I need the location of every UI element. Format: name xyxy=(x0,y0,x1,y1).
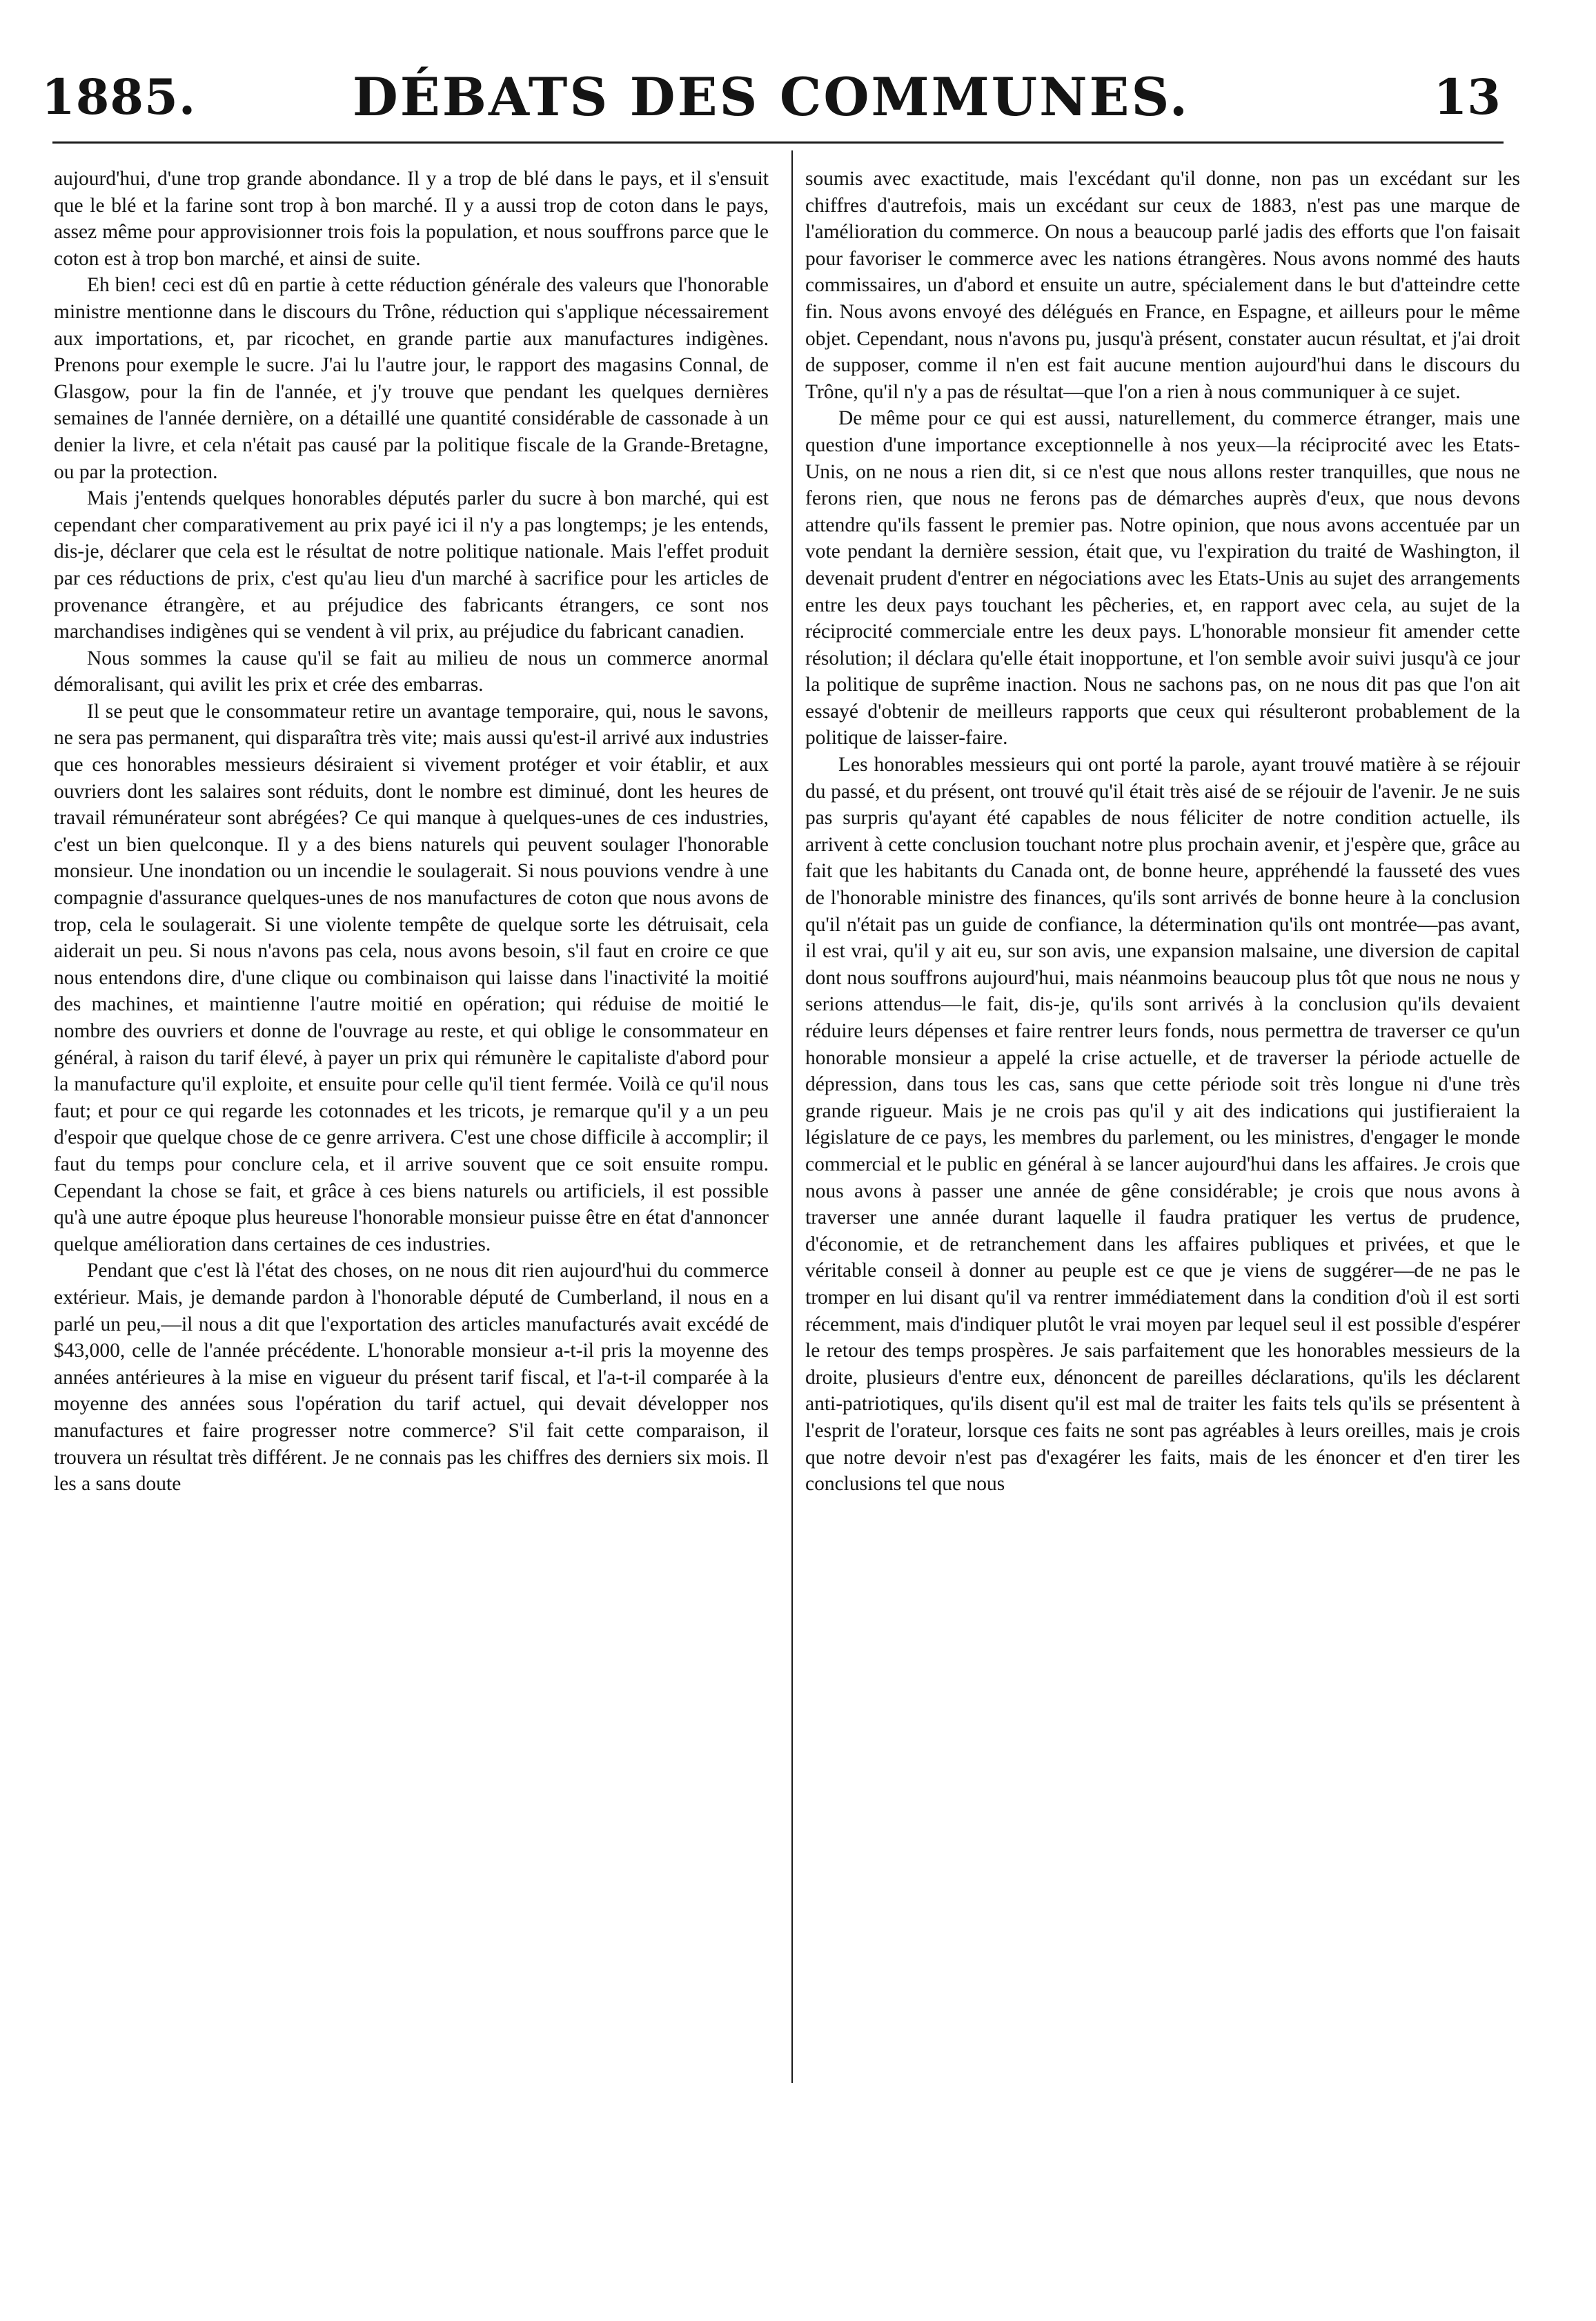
page-number: 13 xyxy=(1433,68,1501,126)
paragraph: Il se peut que le consommateur retire un avantage temporaire, qui, nous le savons, ne sera pas permanent, qui disparaîtra très vite; mais aussi qu'est-il arrivé aux industries que ces honorables messieurs désiraient si vivement protéger et voir établir, et aux ouvriers dont les salaires sont réduits, dont le nombre est diminué, dont les heures de travail rémunérateur sont abrégées? Ce qui manque à quelques-unes de ces industries, c'est un bien quelconque. Il y a des biens naturels qui peuvent soulager l'honorable monsieur. Une inondation ou un incendie le soulagerait. Si nous pouvions vendre à une compagnie d'assurance quelques-unes de nos manufactures de coton que nous avons de trop, cela le soulagerait. Si une violente tempête de quelque sorte les détruisait, cela aiderait un peu. Si nous n'avons pas cela, nous avons besoin, s'il faut en croire ce que nous entendons dire, d'une clique ou combinaison qui laisse dans l'inactivité la moitié des machines, et maintienne l'autre moitié en opération; qui réduise de moitié le nombre des ouvriers et donne de l'ouvrage au reste, et qui oblige le consommateur en général, à raison du tarif élevé, à payer un prix qui rémunère le capitaliste d'abord pour la manufacture qu'il exploite, et ensuite pour celle qu'il tient fermée. Voilà ce qu'il nous faut; et pour ce qui regarde les cotonnades et les tricots, je remarque qu'il y a un peu d'espoir que quelque chose de ce genre arrivera. C'est une chose difficile à accomplir; il faut du temps pour conclure cela, et il arrive souvent que ce soit ensuite rompu. Cependant la chose se fait, et grâce à ces biens naturels ou artificiels, il est possible qu'à une autre époque plus heureuse l'honorable monsieur puisse être en état d'annoncer quelque amélioration dans certaines de ces industries. xyxy=(54,700,769,1255)
paragraph: Eh bien! ceci est dû en partie à cette réduction générale des valeurs que l'honorable ministre mentionne dans le discours du Trône, réduction qui s'applique nécessairement aux importations, et, par ricochet, en grande partie aux manufactures indigènes. Prenons pour exemple le sucre. J'ai lu l'autre jour, le rapport des magasins Connal, de Glasgow, pour la fin de l'année, et j'y trouve que pendant les quelques dernières semaines de l'année dernière, on a détaillé une quantité considérable de cassonade à un denier la livre, et cela n'était pas causé par la politique fiscale de la Grande-Bretagne, ou par la protection. xyxy=(54,274,769,483)
paragraph: Nous sommes la cause qu'il se fait au milieu de nous un commerce anormal démoralisant, qui avilit les prix et crée des embarras. xyxy=(54,647,769,696)
paragraph: Pendant que c'est là l'état des choses, on ne nous dit rien aujourd'hui du commerce extérieur. Mais, je demande pardon à l'honorable député de Cumberland, il nous en a parlé un peu,—il nous a dit que l'exportation des articles manufacturés avait excédé de $43,000, celle de l'année précédente. L'honorable monsieur a-t-il pris la moyenne des années antérieures à la mise en vigueur du présent tarif fiscal, et l'a-t-il comparée à la moyenne des années sous l'opération du tarif actuel, qui devait développer nos manufactures et faire progresser notre commerce? S'il fait cette comparaison, il trouvera un résultat très différent. Je ne connais pas les chiffres des derniers six mois. Il les a sans doute xyxy=(54,1260,769,1496)
paragraph: soumis avec exactitude, mais l'excédant qu'il donne, non pas un excédant sur les chiffres d'autrefois, mais un excédant sur ceux de 1883, n'est pas une marque de l'amélioration du commerce. On nous a beaucoup parlé jadis des efforts que l'on faisait pour favoriser le commerce avec les nations étrangères. Nous avons nommé des hauts commissaires, un d'abord et ensuite un autre, spécialement dans le but d'atteindre cette fin. Nous avons envoyé des délégués en France, en Espagne, et ailleurs pour le même objet. Cependant, nous n'avons pu, jusqu'à présent, constater aucun résultat, et j'ai droit de supposer, comme il n'en est fait aucune mention aujourd'hui dans le discours du Trône, qu'il n'y a pas de résultat—que l'on a rien à nous communiquer à ce sujet. xyxy=(805,168,1520,403)
header-year: 1885. xyxy=(41,68,197,126)
paragraph: Les honorables messieurs qui ont porté la parole, ayant trouvé matière à se réjouir du passé, et du présent, ont trouvé qu'il était très aisé de se réjouir de l'avenir. Je ne suis pas surpris qu'ayant été capables de nous féliciter de notre condition actuelle, ils arrivent à cette conclusion touchant notre plus prochain avenir, et j'espère que, grâce au fait que les habitants du Canada ont, de bonne heure, appréhendé la fausseté des vues de l'honorable ministre des finances, qu'ils sont arrivés de bonne heure à la conclusion qu'il n'était pas un guide de confiance, la détermination qu'ils ont montrée—pas avant, il est vrai, qu'il y ait eu, sur son avis, une expansion malsaine, une diversion de capital dont nous souffrons aujourd'hui, mais néanmoins beaucoup plus tôt que nous ne nous y serions attendus—le fait, dis-je, qu'ils sont arrivés à la conclusion qu'ils devaient réduire leurs dépenses et faire rentrer leurs fonds, nous permettra de traverser ce qu'un honorable monsieur a appelé la crise actuelle, et de traverser la période actuelle de dépression, dans tous les cas, sans que cette période soit très longue ni d'une très grande rigueur. Mais je ne crois pas qu'il y ait des indications qui justifieraient la législature de ce pays, les membres du parlement, ou les ministres, d'engager le monde commercial et le public en général à se lancer aujourd'hui dans les affaires. Je crois que nous avons à passer une année de gêne considérable; je crois que nous avons à traverser une année durant laquelle il faudra pratiquer les vertus de prudence, d'économie, et de retranchement dans les affaires publiques et privées, et que le véritable conseil à donner au peuple est ce que je viens de suggérer—de ne pas le tromper en lui disant qu'il va rentrer immédiatement dans la condition d'où il est sorti récemment, mais d'indiquer plutôt le vrai moyen par lequel seul il est possible d'espérer le retour des temps prospères. Je sais parfaitement que les honorables messieurs de la droite, plusieurs d'entre eux, dénoncent de pareilles déclarations, qu'ils les déclarent anti-patriotiques, qu'ils disent qu'il est mal de traiter les faits tels qu'ils se présentent à l'esprit de l'orateur, lorsque ces faits ne sont pas agréables à leurs oreilles, mais je crois que notre devoir n'est pas d'exagérer les faits, mais de les énoncer et d'en tirer les conclusions tel que nous xyxy=(805,754,1520,1496)
page-header xyxy=(41,63,1501,131)
left-column xyxy=(54,166,769,2119)
paragraph: Mais j'entends quelques honorables députés parler du sucre à bon marché, qui est cependant cher comparativement au prix payé ici il n'y a pas longtemps; je les entends, dis-je, déclarer que cela est le résultat de notre politique nationale. Mais l'effet produit par ces réductions de prix, c'est qu'au lieu d'un marché à sacrifice pour les articles de provenance étrangère, et au préjudice des fabricants étrangers, ce sont nos marchandises indigènes qui se vendent à vil prix, au préjudice du fabricant canadien. xyxy=(54,487,769,643)
column-separator xyxy=(791,150,793,2083)
paragraph: De même pour ce qui est aussi, naturellement, du commerce étranger, mais une question d'une importance exceptionnelle à nos yeux—la réciprocité avec les Etats-Unis, on ne nous a rien dit, si ce n'est que nous allons rester tranquilles, que nous ne ferons rien, que nous ne ferons pas de démarches auprès d'eux, que nous devons attendre qu'ils fassent le premier pas. Notre opinion, que nous avons accentuée par un vote pendant la dernière session, était que, vu l'expiration du traité de Washington, il devenait prudent d'entrer en négociations avec les Etats-Unis au sujet des arrangements entre les deux pays touchant les pêcheries, et, en rapport avec cela, au sujet de la réciprocité commerciale entre les deux pays. L'honorable monsieur fit amender cette résolution; il déclara qu'elle était inopportune, et l'on semble avoir suivi jusqu'à ce jour la politique de suprême inaction. Nous ne sachons pas, on ne nous dit pas que l'on ait essayé d'obtenir de meilleurs rapports que ceux qui résulteront probablement de la politique de laisser-faire. xyxy=(805,407,1520,750)
header-rule xyxy=(52,141,1504,144)
header-title: DÉBATS DES COMMUNES. xyxy=(352,66,1190,128)
paragraph: aujourd'hui, d'une trop grande abondance. Il y a trop de blé dans le pays, et il s'ensuit que le blé et la farine sont trop à bon marché. Il y a aussi trop de coton dans le pays, assez même pour approvisionner trois fois la population, et nous souffrons parce que le coton est à trop bon marché, et ainsi de suite. xyxy=(54,168,769,270)
right-column xyxy=(805,166,1520,2119)
